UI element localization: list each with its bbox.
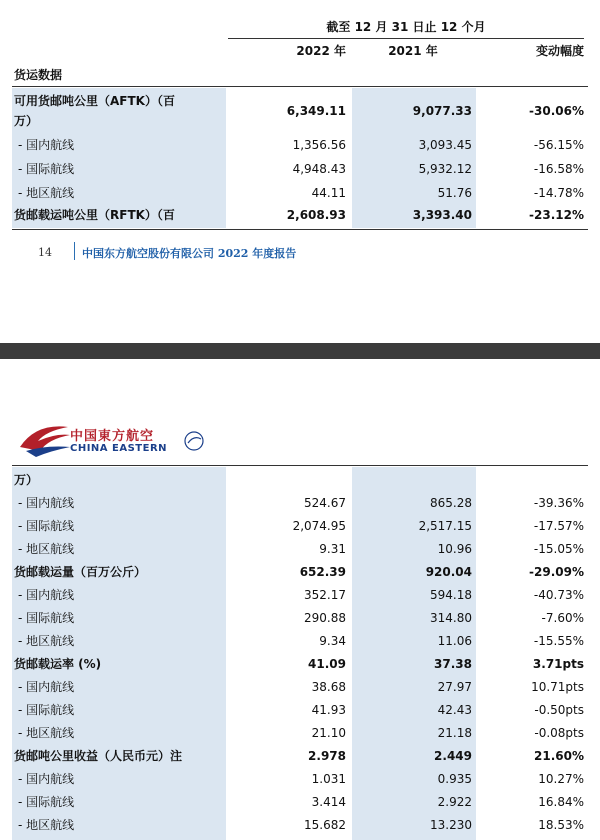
report-page-top — [0, 0, 600, 343]
row-label: - 国内航线 — [18, 680, 75, 694]
logo-rule — [12, 465, 588, 466]
value-change: -14.78% — [533, 186, 584, 200]
footer-report-title: 中国东方航空股份有限公司 2022 年度报告 — [82, 247, 297, 260]
period-header: 截至 12 月 31 日止 12 个月 — [326, 20, 486, 34]
value-2022: 38.68 — [311, 680, 346, 694]
value-change: -17.57% — [533, 519, 584, 533]
row-label-continuation: 万） — [14, 114, 39, 128]
value-2021: 314.80 — [430, 611, 472, 625]
value-change: 10.27% — [538, 772, 584, 786]
row-label: - 地区航线 — [18, 818, 75, 832]
table-row — [0, 204, 600, 226]
table-row — [0, 722, 600, 744]
row-label: - 国际航线 — [18, 162, 75, 176]
row-label: - 国际航线 — [18, 519, 75, 533]
value-2022: 21.10 — [311, 726, 346, 740]
table-row — [0, 469, 600, 491]
value-change: -56.15% — [533, 138, 584, 152]
row-label: 万） — [14, 473, 39, 487]
logo-chinese-name: 中国東方航空 — [70, 429, 155, 444]
row-label: 货邮载运率 (%) — [14, 657, 102, 671]
value-2022: 2,608.93 — [286, 208, 346, 222]
value-2021: 0.935 — [437, 772, 472, 786]
table-row — [0, 607, 600, 629]
period-header-rule — [228, 38, 584, 39]
value-2022: 6,349.11 — [286, 104, 346, 118]
value-2021: 11.06 — [437, 634, 472, 648]
value-2021: 10.96 — [437, 542, 472, 556]
section-title: 货运数据 — [14, 68, 63, 82]
table-bottom-rule — [12, 229, 588, 230]
footer-divider — [74, 242, 75, 260]
value-change: -15.55% — [533, 634, 584, 648]
row-label: - 地区航线 — [18, 634, 75, 648]
row-label: - 国内航线 — [18, 588, 75, 602]
value-2021: 2.922 — [437, 795, 472, 809]
value-2022: 44.11 — [311, 186, 346, 200]
value-change: 18.53% — [538, 818, 584, 832]
row-label: - 地区航线 — [18, 726, 75, 740]
value-2022: 652.39 — [299, 565, 346, 579]
row-label: - 国际航线 — [18, 795, 75, 809]
value-2022: 9.34 — [319, 634, 346, 648]
value-2021: 9,077.33 — [412, 104, 472, 118]
table-row — [0, 158, 600, 180]
value-2021: 21.18 — [437, 726, 472, 740]
table-row — [0, 94, 600, 128]
report-page-bottom — [0, 359, 600, 840]
value-2021: 3,393.40 — [412, 208, 472, 222]
value-2021: 3,093.45 — [418, 138, 472, 152]
change-header: 变动幅度 — [535, 44, 584, 58]
value-2022: 15.682 — [304, 818, 346, 832]
table-row — [0, 492, 600, 514]
value-change: 21.60% — [534, 749, 584, 763]
value-change: -7.60% — [541, 611, 584, 625]
row-label: 货邮载运量（百万公斤） — [14, 565, 147, 579]
table-row — [0, 653, 600, 675]
table-row — [0, 182, 600, 204]
row-label: - 国内航线 — [18, 138, 75, 152]
header-rule — [12, 86, 588, 87]
value-change: -30.06% — [529, 104, 584, 118]
value-2022: 290.88 — [304, 611, 346, 625]
value-change: -39.36% — [533, 496, 584, 510]
value-2022: 41.09 — [308, 657, 346, 671]
table-row — [0, 538, 600, 560]
value-2021: 37.38 — [434, 657, 472, 671]
value-2021: 2.449 — [434, 749, 472, 763]
table-row — [0, 134, 600, 156]
value-2022: 3.414 — [311, 795, 346, 809]
table-row — [0, 791, 600, 813]
value-2021: 920.04 — [425, 565, 472, 579]
value-change: -0.08pts — [534, 726, 584, 740]
value-2021: 13.230 — [430, 818, 472, 832]
value-2021: 42.43 — [437, 703, 472, 717]
page-gap — [0, 343, 600, 359]
value-2022: 2,074.95 — [292, 519, 346, 533]
value-2022: 352.17 — [304, 588, 346, 602]
value-change: 3.71pts — [532, 657, 584, 671]
table-row — [0, 814, 600, 836]
value-2022: 4,948.43 — [292, 162, 346, 176]
value-change: -40.73% — [533, 588, 584, 602]
value-change: 16.84% — [538, 795, 584, 809]
table-row — [0, 630, 600, 652]
value-2021: 865.28 — [430, 496, 472, 510]
value-change: 10.71pts — [531, 680, 584, 694]
value-2021: 27.97 — [437, 680, 472, 694]
value-2021: 5,932.12 — [418, 162, 472, 176]
value-change: -0.50pts — [534, 703, 584, 717]
value-2022: 1.031 — [311, 772, 346, 786]
row-label: 可用货邮吨公里（AFTK）（百 — [14, 94, 175, 108]
row-label: - 国际航线 — [18, 703, 75, 717]
value-2022: 2.978 — [308, 749, 346, 763]
value-2021: 51.76 — [437, 186, 472, 200]
year-2022-header: 2022 年 — [296, 44, 346, 58]
row-label: - 国内航线 — [18, 496, 75, 510]
row-label: 货邮吨公里收益（人民币元）注 — [14, 749, 183, 763]
value-2021: 594.18 — [430, 588, 472, 602]
table-row — [0, 515, 600, 537]
year-2021-header: 2021 年 — [388, 44, 438, 58]
value-2021: 2,517.15 — [418, 519, 472, 533]
value-2022: 524.67 — [304, 496, 346, 510]
value-change: -16.58% — [533, 162, 584, 176]
value-change: -29.09% — [529, 565, 584, 579]
value-2022: 9.31 — [319, 542, 346, 556]
page-number: 14 — [38, 246, 52, 259]
value-change: -23.12% — [529, 208, 584, 222]
table-row — [0, 676, 600, 698]
value-2022: 1,356.56 — [292, 138, 346, 152]
row-label: - 国际航线 — [18, 611, 75, 625]
table-row — [0, 768, 600, 790]
table-row — [0, 699, 600, 721]
row-label: - 国内航线 — [18, 772, 75, 786]
row-label: - 地区航线 — [18, 186, 75, 200]
value-2022: 41.93 — [311, 703, 346, 717]
table-row — [0, 745, 600, 767]
value-change: -15.05% — [533, 542, 584, 556]
logo-english-name: CHINA EASTERN — [70, 443, 168, 454]
table-row — [0, 584, 600, 606]
table-row — [0, 561, 600, 583]
row-label: 货邮载运吨公里（RFTK）（百 — [14, 208, 175, 222]
row-label: - 地区航线 — [18, 542, 75, 556]
